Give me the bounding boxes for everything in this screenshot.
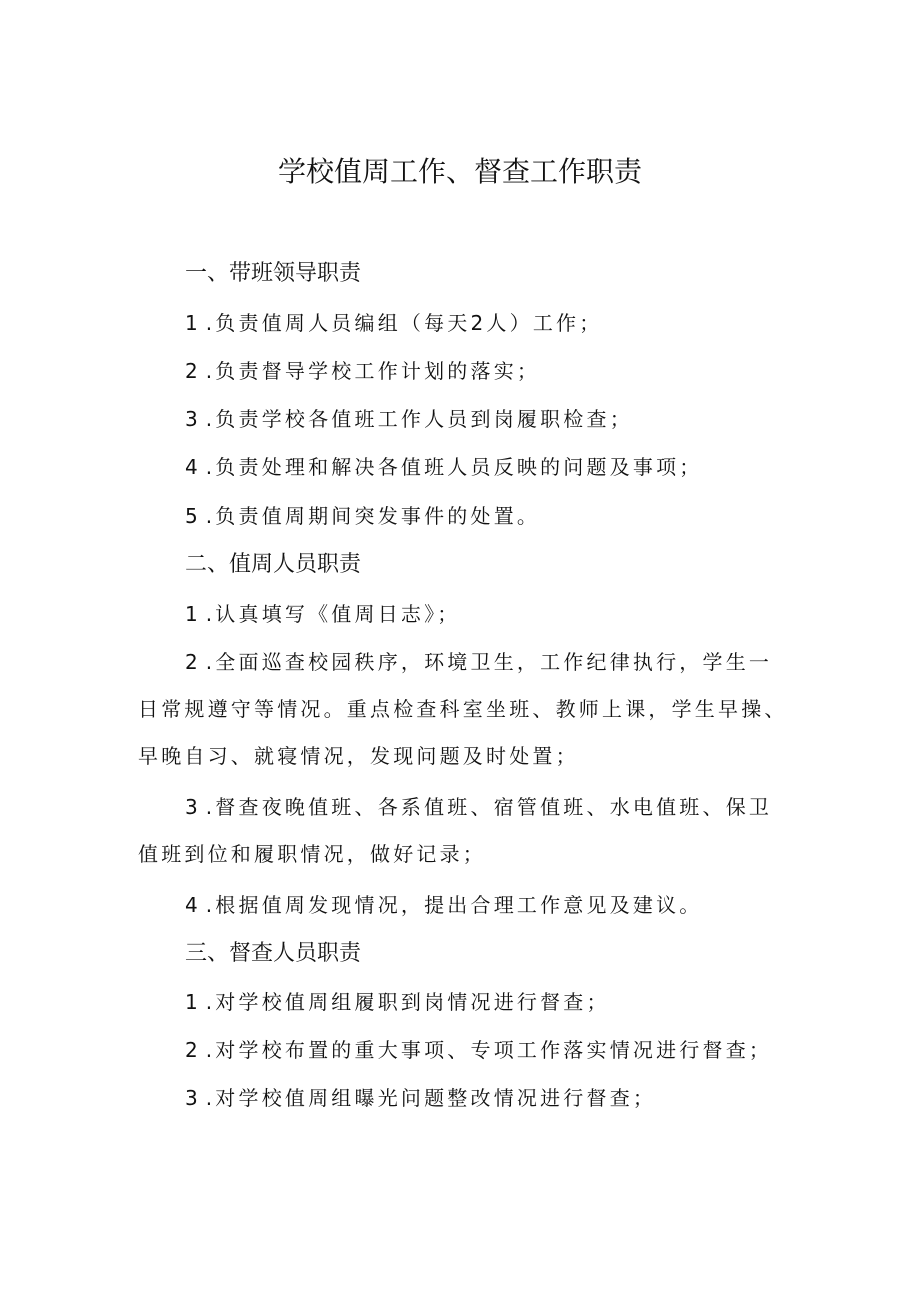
item-number: 5 [185, 504, 198, 528]
list-item [185, 987, 610, 1017]
item-text: .认真填写《值周日志》； [205, 602, 461, 626]
item-text: .负责值周人员编组（每天2人）工作； [205, 311, 603, 335]
item-number: 2 [185, 359, 198, 383]
item-number: 2 [185, 1038, 198, 1062]
list-item [185, 404, 633, 434]
list-item [185, 356, 540, 386]
item-text: .负责处理和解决各值班人员反映的问题及事项； [205, 455, 703, 479]
item-text: .督查夜晚值班、各系值班、宿管值班、水电值班、保卫值班到位和履职情况，做好记录； [138, 795, 773, 866]
list-item [185, 1083, 656, 1113]
section-heading-3: 三、督查人员职责 [185, 941, 362, 966]
item-text: .对学校值周组曝光问题整改情况进行督查； [205, 1086, 657, 1110]
item-number: 3 [185, 1086, 198, 1110]
item-text: .全面巡查校园秩序，环境卫生，工作纪律执行，学生一日常规遵守等情况。重点检查科室坐班、教师上课，学生早操、早晚自习、就寝情况，发现问题及时处置； [138, 650, 788, 768]
item-text: .负责值周期间突发事件的处置。 [205, 504, 541, 528]
item-text: .对学校值周组履职到岗情况进行督查； [205, 990, 610, 1014]
list-item [185, 308, 602, 338]
item-text: .负责学校各值班工作人员到岗履职检查； [205, 407, 633, 431]
item-text: .对学校布置的重大事项、专项工作落实情况进行督查； [205, 1038, 773, 1062]
item-number: 3 [185, 407, 198, 431]
item-text: .根据值周发现情况，提出合理工作意见及建议。 [205, 893, 703, 917]
item-number: 3 [185, 795, 198, 819]
item-number: 1 [185, 311, 198, 335]
item-number: 1 [185, 602, 198, 626]
item-number: 4 [185, 893, 198, 917]
item-text: .负责督导学校工作计划的落实； [205, 359, 541, 383]
list-item [185, 1035, 772, 1065]
section-heading-2: 二、值周人员职责 [185, 552, 362, 577]
list-item [185, 599, 461, 629]
item-number: 1 [185, 990, 198, 1014]
document-title: 学校值周工作、督查工作职责 [277, 155, 642, 188]
item-number: 4 [185, 455, 198, 479]
list-item [185, 501, 540, 531]
list-item [138, 784, 788, 878]
section-heading-1: 一、带班领导职责 [185, 261, 362, 286]
list-item [185, 890, 703, 920]
item-number: 2 [185, 650, 198, 674]
list-item [185, 452, 703, 482]
list-item [138, 639, 788, 780]
